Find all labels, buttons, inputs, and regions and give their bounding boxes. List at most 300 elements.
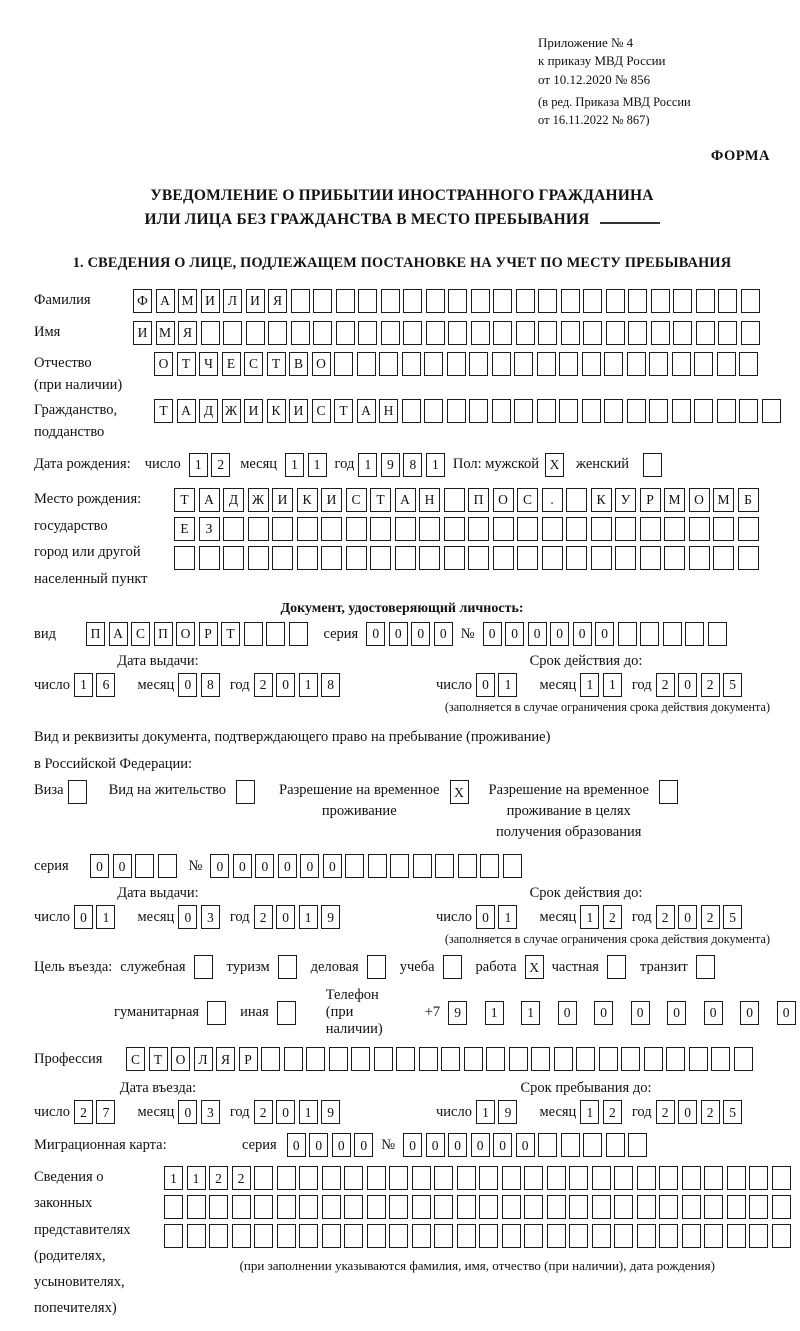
grid-cell[interactable]: 0	[678, 905, 697, 929]
grid-cell[interactable]	[689, 517, 710, 541]
grid-cell[interactable]	[718, 321, 737, 345]
grid-cell[interactable]: 2	[656, 905, 675, 929]
grid-cell[interactable]: Т	[370, 488, 391, 512]
grid-cell[interactable]: Р	[640, 488, 661, 512]
male-checkbox[interactable]: X	[545, 453, 564, 477]
temp-residence-edu-checkbox[interactable]	[659, 780, 678, 804]
grid-cell[interactable]: С	[126, 1047, 145, 1071]
purpose-study-checkbox[interactable]	[443, 955, 462, 979]
grid-cell[interactable]	[413, 854, 432, 878]
grid-cell[interactable]	[344, 1224, 363, 1248]
grid-cell[interactable]	[277, 1166, 296, 1190]
grid-cell[interactable]: М	[713, 488, 734, 512]
grid-cell[interactable]	[313, 321, 332, 345]
grid-cell[interactable]: Н	[379, 399, 398, 423]
grid-cell[interactable]	[682, 1166, 701, 1190]
grid-cell[interactable]	[694, 399, 713, 423]
residence-permit-checkbox[interactable]	[236, 780, 255, 804]
grid-cell[interactable]: 1	[521, 1001, 540, 1025]
grid-cell[interactable]: 0	[287, 1133, 306, 1157]
grid-cell[interactable]	[277, 1224, 296, 1248]
grid-cell[interactable]: О	[312, 352, 331, 376]
grid-cell[interactable]	[516, 321, 535, 345]
grid-cell[interactable]	[457, 1166, 476, 1190]
grid-cell[interactable]	[739, 399, 758, 423]
grid-cell[interactable]	[672, 352, 691, 376]
grid-cell[interactable]	[621, 1047, 640, 1071]
grid-cell[interactable]: Ж	[222, 399, 241, 423]
grid-cell[interactable]: 1	[299, 673, 318, 697]
grid-cell[interactable]	[424, 352, 443, 376]
grid-cell[interactable]: 0	[90, 854, 109, 878]
grid-cell[interactable]	[261, 1047, 280, 1071]
grid-cell[interactable]: 1	[299, 1100, 318, 1124]
grid-cell[interactable]	[524, 1195, 543, 1219]
grid-cell[interactable]	[614, 1166, 633, 1190]
grid-cell[interactable]	[403, 289, 422, 313]
grid-cell[interactable]	[531, 1047, 550, 1071]
grid-cell[interactable]	[727, 1166, 746, 1190]
grid-cell[interactable]	[591, 517, 612, 541]
grid-cell[interactable]	[538, 289, 557, 313]
grid-cell[interactable]: 1	[580, 673, 599, 697]
grid-cell[interactable]	[381, 289, 400, 313]
grid-cell[interactable]	[682, 1195, 701, 1219]
grid-cell[interactable]: 0	[667, 1001, 686, 1025]
grid-cell[interactable]	[321, 546, 342, 570]
grid-cell[interactable]	[604, 352, 623, 376]
grid-cell[interactable]	[367, 1224, 386, 1248]
grid-cell[interactable]: О	[154, 352, 173, 376]
grid-cell[interactable]	[718, 289, 737, 313]
grid-cell[interactable]	[321, 517, 342, 541]
grid-cell[interactable]	[306, 1047, 325, 1071]
grid-cell[interactable]: 0	[323, 854, 342, 878]
grid-cell[interactable]: 5	[723, 905, 742, 929]
grid-cell[interactable]	[739, 352, 758, 376]
grid-cell[interactable]: А	[109, 622, 128, 646]
grid-cell[interactable]: И	[272, 488, 293, 512]
grid-cell[interactable]: С	[517, 488, 538, 512]
grid-cell[interactable]: 1	[498, 905, 517, 929]
grid-cell[interactable]	[444, 517, 465, 541]
grid-cell[interactable]: 7	[96, 1100, 115, 1124]
grid-cell[interactable]: 2	[603, 905, 622, 929]
grid-cell[interactable]: И	[244, 399, 263, 423]
grid-cell[interactable]	[164, 1224, 183, 1248]
grid-cell[interactable]	[704, 1166, 723, 1190]
grid-cell[interactable]	[583, 321, 602, 345]
grid-cell[interactable]	[637, 1224, 656, 1248]
grid-cell[interactable]	[664, 546, 685, 570]
grid-cell[interactable]	[493, 321, 512, 345]
grid-cell[interactable]	[272, 546, 293, 570]
grid-cell[interactable]	[479, 1195, 498, 1219]
grid-cell[interactable]	[502, 1224, 521, 1248]
grid-cell[interactable]: С	[244, 352, 263, 376]
grid-cell[interactable]	[374, 1047, 393, 1071]
grid-cell[interactable]	[502, 1195, 521, 1219]
grid-cell[interactable]	[517, 517, 538, 541]
grid-cell[interactable]: 2	[701, 1100, 720, 1124]
grid-cell[interactable]	[772, 1224, 791, 1248]
grid-cell[interactable]	[547, 1166, 566, 1190]
grid-cell[interactable]	[649, 399, 668, 423]
grid-cell[interactable]: 8	[201, 673, 220, 697]
grid-cell[interactable]	[592, 1195, 611, 1219]
grid-cell[interactable]	[569, 1166, 588, 1190]
grid-cell[interactable]: 5	[723, 673, 742, 697]
grid-cell[interactable]	[689, 1047, 708, 1071]
grid-cell[interactable]: 2	[254, 1100, 273, 1124]
grid-cell[interactable]	[492, 352, 511, 376]
grid-cell[interactable]: З	[199, 517, 220, 541]
grid-cell[interactable]	[672, 399, 691, 423]
grid-cell[interactable]: 1	[308, 453, 327, 477]
grid-cell[interactable]: 0	[233, 854, 252, 878]
grid-cell[interactable]	[187, 1224, 206, 1248]
grid-cell[interactable]	[614, 1195, 633, 1219]
grid-cell[interactable]	[444, 546, 465, 570]
grid-cell[interactable]: 0	[300, 854, 319, 878]
grid-cell[interactable]: 1	[299, 905, 318, 929]
grid-cell[interactable]	[272, 517, 293, 541]
grid-cell[interactable]	[403, 321, 422, 345]
grid-cell[interactable]	[713, 517, 734, 541]
grid-cell[interactable]	[606, 321, 625, 345]
grid-cell[interactable]	[424, 399, 443, 423]
grid-cell[interactable]	[637, 1166, 656, 1190]
grid-cell[interactable]: 0	[528, 622, 547, 646]
grid-cell[interactable]: 9	[321, 905, 340, 929]
grid-cell[interactable]	[640, 517, 661, 541]
grid-cell[interactable]: 0	[178, 1100, 197, 1124]
grid-cell[interactable]: 9	[448, 1001, 467, 1025]
grid-cell[interactable]: 0	[777, 1001, 796, 1025]
grid-cell[interactable]	[606, 1133, 625, 1157]
grid-cell[interactable]	[673, 321, 692, 345]
grid-cell[interactable]	[419, 546, 440, 570]
grid-cell[interactable]: Д	[223, 488, 244, 512]
grid-cell[interactable]	[694, 352, 713, 376]
grid-cell[interactable]	[717, 399, 736, 423]
grid-cell[interactable]: 0	[448, 1133, 467, 1157]
grid-cell[interactable]	[738, 517, 759, 541]
grid-cell[interactable]: Р	[239, 1047, 258, 1071]
grid-cell[interactable]	[561, 1133, 580, 1157]
grid-cell[interactable]	[604, 399, 623, 423]
grid-cell[interactable]: 0	[411, 622, 430, 646]
grid-cell[interactable]: Т	[174, 488, 195, 512]
grid-cell[interactable]	[583, 289, 602, 313]
grid-cell[interactable]	[209, 1224, 228, 1248]
grid-cell[interactable]: 1	[498, 673, 517, 697]
grid-cell[interactable]: 0	[276, 673, 295, 697]
grid-cell[interactable]: 2	[232, 1166, 251, 1190]
grid-cell[interactable]	[395, 517, 416, 541]
grid-cell[interactable]: 9	[321, 1100, 340, 1124]
grid-cell[interactable]	[502, 1166, 521, 1190]
grid-cell[interactable]	[514, 399, 533, 423]
grid-cell[interactable]	[741, 321, 760, 345]
grid-cell[interactable]	[457, 1224, 476, 1248]
grid-cell[interactable]	[412, 1195, 431, 1219]
grid-cell[interactable]: Н	[419, 488, 440, 512]
grid-cell[interactable]: 1	[358, 453, 377, 477]
grid-cell[interactable]: Ч	[199, 352, 218, 376]
grid-cell[interactable]: Р	[199, 622, 218, 646]
grid-cell[interactable]	[395, 546, 416, 570]
grid-cell[interactable]: 0	[516, 1133, 535, 1157]
grid-cell[interactable]: О	[493, 488, 514, 512]
grid-cell[interactable]	[389, 1224, 408, 1248]
grid-cell[interactable]	[158, 854, 177, 878]
grid-cell[interactable]	[201, 321, 220, 345]
grid-cell[interactable]	[509, 1047, 528, 1071]
grid-cell[interactable]	[322, 1224, 341, 1248]
grid-cell[interactable]: 0	[483, 622, 502, 646]
grid-cell[interactable]	[299, 1166, 318, 1190]
grid-cell[interactable]	[734, 1047, 753, 1071]
grid-cell[interactable]	[592, 1224, 611, 1248]
grid-cell[interactable]: 0	[332, 1133, 351, 1157]
grid-cell[interactable]	[223, 321, 242, 345]
grid-cell[interactable]	[689, 546, 710, 570]
grid-cell[interactable]: Е	[174, 517, 195, 541]
grid-cell[interactable]	[344, 1195, 363, 1219]
grid-cell[interactable]: 0	[426, 1133, 445, 1157]
grid-cell[interactable]	[268, 321, 287, 345]
grid-cell[interactable]	[644, 1047, 663, 1071]
grid-cell[interactable]	[591, 546, 612, 570]
grid-cell[interactable]: 2	[254, 905, 273, 929]
grid-cell[interactable]	[582, 399, 601, 423]
grid-cell[interactable]	[209, 1195, 228, 1219]
grid-cell[interactable]: 2	[701, 673, 720, 697]
grid-cell[interactable]	[640, 622, 659, 646]
purpose-humanitarian-checkbox[interactable]	[207, 1001, 226, 1025]
grid-cell[interactable]: 0	[276, 1100, 295, 1124]
grid-cell[interactable]: Ж	[248, 488, 269, 512]
grid-cell[interactable]	[606, 289, 625, 313]
grid-cell[interactable]	[232, 1224, 251, 1248]
grid-cell[interactable]: 1	[164, 1166, 183, 1190]
grid-cell[interactable]	[389, 1166, 408, 1190]
grid-cell[interactable]	[627, 352, 646, 376]
grid-cell[interactable]	[628, 1133, 647, 1157]
grid-cell[interactable]: 0	[740, 1001, 759, 1025]
grid-cell[interactable]: 0	[178, 673, 197, 697]
grid-cell[interactable]	[358, 289, 377, 313]
grid-cell[interactable]	[547, 1195, 566, 1219]
grid-cell[interactable]	[493, 546, 514, 570]
grid-cell[interactable]	[254, 1224, 273, 1248]
grid-cell[interactable]: А	[357, 399, 376, 423]
grid-cell[interactable]	[640, 546, 661, 570]
visa-checkbox[interactable]	[68, 780, 87, 804]
grid-cell[interactable]: 0	[476, 905, 495, 929]
grid-cell[interactable]	[457, 1195, 476, 1219]
grid-cell[interactable]: И	[246, 289, 265, 313]
grid-cell[interactable]	[266, 622, 285, 646]
grid-cell[interactable]: О	[689, 488, 710, 512]
grid-cell[interactable]: 0	[403, 1133, 422, 1157]
grid-cell[interactable]: 1	[603, 673, 622, 697]
grid-cell[interactable]: И	[289, 399, 308, 423]
grid-cell[interactable]	[164, 1195, 183, 1219]
grid-cell[interactable]	[396, 1047, 415, 1071]
grid-cell[interactable]: Я	[216, 1047, 235, 1071]
grid-cell[interactable]	[223, 517, 244, 541]
grid-cell[interactable]	[480, 854, 499, 878]
grid-cell[interactable]	[576, 1047, 595, 1071]
grid-cell[interactable]: А	[199, 488, 220, 512]
grid-cell[interactable]: 8	[321, 673, 340, 697]
grid-cell[interactable]	[346, 517, 367, 541]
grid-cell[interactable]	[412, 1224, 431, 1248]
grid-cell[interactable]	[479, 1224, 498, 1248]
grid-cell[interactable]: 0	[550, 622, 569, 646]
grid-cell[interactable]: П	[468, 488, 489, 512]
grid-cell[interactable]	[486, 1047, 505, 1071]
grid-cell[interactable]	[627, 399, 646, 423]
grid-cell[interactable]	[458, 854, 477, 878]
grid-cell[interactable]: Б	[738, 488, 759, 512]
grid-cell[interactable]	[232, 1195, 251, 1219]
grid-cell[interactable]: 0	[113, 854, 132, 878]
grid-cell[interactable]	[187, 1195, 206, 1219]
grid-cell[interactable]: .	[542, 488, 563, 512]
grid-cell[interactable]: О	[171, 1047, 190, 1071]
grid-cell[interactable]	[696, 289, 715, 313]
grid-cell[interactable]	[254, 1195, 273, 1219]
grid-cell[interactable]: 0	[704, 1001, 723, 1025]
grid-cell[interactable]	[419, 1047, 438, 1071]
grid-cell[interactable]: 0	[309, 1133, 328, 1157]
grid-cell[interactable]	[711, 1047, 730, 1071]
grid-cell[interactable]: 9	[381, 453, 400, 477]
grid-cell[interactable]: Т	[149, 1047, 168, 1071]
grid-cell[interactable]: И	[201, 289, 220, 313]
grid-cell[interactable]	[471, 289, 490, 313]
grid-cell[interactable]	[649, 352, 668, 376]
grid-cell[interactable]: А	[177, 399, 196, 423]
grid-cell[interactable]	[299, 1224, 318, 1248]
grid-cell[interactable]	[537, 352, 556, 376]
grid-cell[interactable]	[344, 1166, 363, 1190]
grid-cell[interactable]	[379, 352, 398, 376]
grid-cell[interactable]	[738, 546, 759, 570]
grid-cell[interactable]: 0	[276, 905, 295, 929]
grid-cell[interactable]	[493, 517, 514, 541]
grid-cell[interactable]	[664, 517, 685, 541]
grid-cell[interactable]	[503, 854, 522, 878]
grid-cell[interactable]	[696, 321, 715, 345]
grid-cell[interactable]	[291, 321, 310, 345]
grid-cell[interactable]	[223, 546, 244, 570]
temp-residence-checkbox[interactable]: X	[450, 780, 469, 804]
grid-cell[interactable]	[666, 1047, 685, 1071]
grid-cell[interactable]: Л	[194, 1047, 213, 1071]
grid-cell[interactable]	[561, 289, 580, 313]
grid-cell[interactable]: 2	[656, 673, 675, 697]
grid-cell[interactable]: 0	[678, 673, 697, 697]
grid-cell[interactable]	[444, 488, 465, 512]
grid-cell[interactable]: 2	[211, 453, 230, 477]
grid-cell[interactable]	[284, 1047, 303, 1071]
grid-cell[interactable]	[402, 399, 421, 423]
grid-cell[interactable]	[566, 517, 587, 541]
grid-cell[interactable]	[448, 289, 467, 313]
grid-cell[interactable]	[554, 1047, 573, 1071]
grid-cell[interactable]	[582, 352, 601, 376]
grid-cell[interactable]: 0	[389, 622, 408, 646]
grid-cell[interactable]	[471, 321, 490, 345]
grid-cell[interactable]	[727, 1195, 746, 1219]
grid-cell[interactable]	[537, 399, 556, 423]
grid-cell[interactable]	[659, 1195, 678, 1219]
grid-cell[interactable]: 2	[74, 1100, 93, 1124]
grid-cell[interactable]	[357, 352, 376, 376]
grid-cell[interactable]	[493, 289, 512, 313]
grid-cell[interactable]	[538, 321, 557, 345]
grid-cell[interactable]: 5	[723, 1100, 742, 1124]
grid-cell[interactable]	[351, 1047, 370, 1071]
grid-cell[interactable]: П	[86, 622, 105, 646]
grid-cell[interactable]: П	[154, 622, 173, 646]
grid-cell[interactable]	[717, 352, 736, 376]
grid-cell[interactable]	[569, 1195, 588, 1219]
grid-cell[interactable]: К	[591, 488, 612, 512]
grid-cell[interactable]	[358, 321, 377, 345]
grid-cell[interactable]	[659, 1166, 678, 1190]
grid-cell[interactable]	[673, 289, 692, 313]
grid-cell[interactable]	[244, 622, 263, 646]
grid-cell[interactable]	[334, 352, 353, 376]
grid-cell[interactable]: 2	[656, 1100, 675, 1124]
grid-cell[interactable]	[628, 321, 647, 345]
grid-cell[interactable]	[246, 321, 265, 345]
grid-cell[interactable]: А	[395, 488, 416, 512]
grid-cell[interactable]	[368, 854, 387, 878]
grid-cell[interactable]	[566, 546, 587, 570]
grid-cell[interactable]	[538, 1133, 557, 1157]
grid-cell[interactable]: 1	[485, 1001, 504, 1025]
grid-cell[interactable]	[322, 1195, 341, 1219]
grid-cell[interactable]	[561, 321, 580, 345]
grid-cell[interactable]: М	[664, 488, 685, 512]
grid-cell[interactable]	[336, 321, 355, 345]
grid-cell[interactable]	[685, 622, 704, 646]
grid-cell[interactable]	[741, 289, 760, 313]
grid-cell[interactable]: Л	[223, 289, 242, 313]
grid-cell[interactable]	[254, 1166, 273, 1190]
grid-cell[interactable]	[599, 1047, 618, 1071]
grid-cell[interactable]	[583, 1133, 602, 1157]
grid-cell[interactable]	[618, 622, 637, 646]
grid-cell[interactable]	[762, 399, 781, 423]
grid-cell[interactable]	[297, 546, 318, 570]
grid-cell[interactable]	[448, 321, 467, 345]
grid-cell[interactable]: У	[615, 488, 636, 512]
grid-cell[interactable]	[434, 1195, 453, 1219]
grid-cell[interactable]	[135, 854, 154, 878]
grid-cell[interactable]	[441, 1047, 460, 1071]
grid-cell[interactable]	[435, 854, 454, 878]
grid-cell[interactable]: Д	[199, 399, 218, 423]
grid-cell[interactable]	[772, 1166, 791, 1190]
purpose-tourism-checkbox[interactable]	[278, 955, 297, 979]
